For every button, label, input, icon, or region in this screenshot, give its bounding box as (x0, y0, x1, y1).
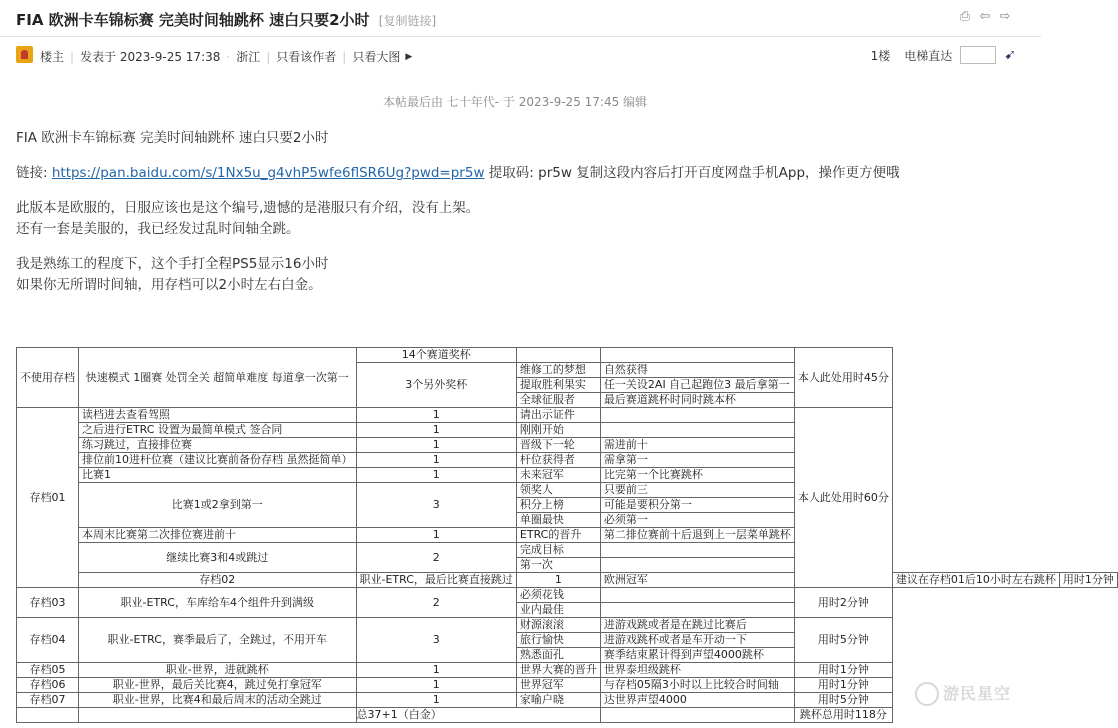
table-cell: 只要前三 (600, 483, 794, 498)
site-watermark (915, 681, 1011, 707)
table-cell: 家喻户晓 (516, 693, 600, 708)
table-cell: 存档05 (17, 663, 79, 678)
only-images-link[interactable]: 只看大图 (352, 50, 401, 64)
table-cell: 必须第一 (600, 513, 794, 528)
table-cell (600, 423, 794, 438)
table-cell: 业内最佳 (516, 603, 600, 618)
table-cell: 职业-ETRC，最后比赛直接跳过 (356, 573, 516, 588)
table-cell: 3个另外奖杯 (356, 363, 516, 408)
table-row (17, 543, 1118, 558)
goto-floor-input[interactable] (960, 46, 996, 64)
table-cell: 用时1分钟 (794, 678, 892, 693)
table-cell: 维修工的梦想 (516, 363, 600, 378)
table-cell: 排位前10进杆位赛（建议比赛前备份存档 虽然挺简单） (79, 453, 357, 468)
table-row (17, 453, 1118, 468)
table-cell: 旅行愉快 (516, 633, 600, 648)
divider: | (70, 49, 75, 64)
only-author-link[interactable]: 只看该作者 (276, 50, 337, 64)
table-cell: 1 (516, 573, 600, 588)
table-cell: 比赛1或2拿到第一 (79, 483, 357, 528)
next-thread-icon[interactable]: ⇨ (999, 9, 1011, 24)
table-cell: 1 (356, 468, 516, 483)
table-cell: 单圈最快 (516, 513, 600, 528)
table-cell: 存档03 (17, 588, 79, 618)
table-cell: 1 (356, 693, 516, 708)
table-cell: 比赛1 (79, 468, 357, 483)
table-row (17, 588, 1118, 603)
table-cell: 可能是要积分第一 (600, 498, 794, 513)
thread-title-bar (0, 0, 1041, 37)
post-line: 如果你无所谓时间轴，用存档可以2小时左右白金。 (16, 277, 322, 293)
table-cell: 总37+1（白金） (356, 708, 600, 723)
post-location: 浙江 (236, 50, 261, 64)
thread-title (16, 9, 436, 30)
table-cell: 1 (356, 453, 516, 468)
table-cell (600, 408, 794, 423)
table-cell: 快速模式 1圈赛 处罚全关 超简单难度 每道拿一次第一 (79, 348, 357, 408)
table-cell: 达世界声望4000 (600, 693, 794, 708)
table-row (17, 663, 1118, 678)
table-cell (600, 558, 794, 573)
table-cell: 必须花钱 (516, 588, 600, 603)
table-cell: 1 (356, 408, 516, 423)
table-cell: 1 (356, 438, 516, 453)
table-cell: 读档进去查看驾照 (79, 408, 357, 423)
table-cell: 职业-世界，比赛4和最后周末的活动全跳过 (79, 693, 357, 708)
table-row (17, 348, 1118, 363)
table-cell (79, 708, 357, 723)
print-icon[interactable]: ⎙ (959, 9, 971, 24)
table-cell: 第一次 (516, 558, 600, 573)
table-cell: 晋级下一轮 (516, 438, 600, 453)
table-cell: 全球征服者 (516, 393, 600, 408)
table-row (17, 408, 1118, 423)
watermark-text: 游民星空 (942, 683, 1011, 703)
table-cell (17, 708, 79, 723)
trophy-guide-table (16, 347, 1118, 723)
author-role: 楼主 (40, 50, 65, 64)
post-time: 发表于 2023-9-25 17:38 (80, 50, 221, 64)
goto-label: 电梯直达 (904, 48, 953, 63)
go-arrow-icon[interactable]: ➹ (1004, 47, 1016, 63)
thread-title-text: FIA 欧洲卡车锦标赛 完美时间轴跳杯 速白只要2小时 (16, 11, 370, 29)
table-row (17, 423, 1118, 438)
table-cell: 本人此处用时45分 (794, 348, 892, 408)
table-cell: 职业-世界，进就跳杯 (79, 663, 357, 678)
link-label: 链接: (16, 165, 52, 181)
table-cell (516, 348, 600, 363)
edit-note: 本帖最后由 七十年代- 于 2023-9-25 17:45 编辑 (382, 95, 648, 109)
table-cell (600, 588, 794, 603)
table-cell: 3 (356, 618, 516, 663)
post-info-bar (16, 44, 1016, 68)
table-row (17, 438, 1118, 453)
table-cell: 任一关设2AI 自己起跑位3 最后拿第一 (600, 378, 794, 393)
table-cell: 完成目标 (516, 543, 600, 558)
table-cell: 存档01 (17, 408, 79, 588)
floor-nav (871, 46, 1016, 64)
table-cell: 与存档05隔3小时以上比较合时间轴 (600, 678, 794, 693)
table-cell: 用时5分钟 (794, 618, 892, 663)
table-cell: 存档02 (79, 573, 357, 588)
table-cell: 刚刚开始 (516, 423, 600, 438)
table-cell: 之后进行ETRC 设置为最简单模式 签合同 (79, 423, 357, 438)
table-cell: 练习跳过，直接排位赛 (79, 438, 357, 453)
table-cell: 积分上榜 (516, 498, 600, 513)
table-cell: 用时1分钟 (794, 663, 892, 678)
table-row (17, 468, 1118, 483)
table-cell (600, 543, 794, 558)
table-cell: 需进前十 (600, 438, 794, 453)
table-cell: 自然获得 (600, 363, 794, 378)
table-cell: 提取胜利果实 (516, 378, 600, 393)
author-avatar-icon[interactable] (16, 46, 33, 63)
table-cell: 用时5分钟 (794, 693, 892, 708)
post-line: 此版本是欧服的，日服应该也是这个编号,遗憾的是港服只有介绍，没有上架。 (16, 200, 480, 216)
post-line: 我是熟练工的程度下，这个手打全程PS5显示16小时 (16, 256, 329, 272)
table-cell: 继续比赛3和4或跳过 (79, 543, 357, 573)
table-cell (600, 603, 794, 618)
table-cell: 世界大赛的晋升 (516, 663, 600, 678)
table-row (17, 528, 1118, 543)
table-cell: 进游戏跳杯或者是车开动一下 (600, 633, 794, 648)
table-row (17, 708, 1118, 723)
table-cell: 欧洲冠军 (600, 573, 794, 588)
table-cell: 比完第一个比赛跳杯 (600, 468, 794, 483)
copy-link[interactable]: [复制链接] (378, 14, 437, 28)
table-cell: 不使用存档 (17, 348, 79, 408)
table-cell: 3 (356, 483, 516, 528)
floor-number: 1楼 (870, 48, 891, 63)
divider: · (226, 49, 231, 64)
watermark-logo-icon (915, 682, 939, 706)
table-cell: 1 (356, 678, 516, 693)
post-body (16, 128, 1016, 296)
table-cell: 1 (356, 423, 516, 438)
table-cell: 世界泰坦级跳杯 (600, 663, 794, 678)
table-cell: 14个赛道奖杯 (356, 348, 516, 363)
divider: | (342, 49, 347, 64)
prev-thread-icon[interactable]: ⇦ (979, 9, 991, 24)
table-cell: ETRC的晋升 (516, 528, 600, 543)
table-cell: 财源滚滚 (516, 618, 600, 633)
table-row (17, 483, 1118, 498)
table-cell (600, 348, 794, 363)
post-line: FIA 欧洲卡车锦标赛 完美时间轴跳杯 速白只要2小时 (16, 130, 329, 146)
table-cell: 最后赛道跳杯时同时跳本杯 (600, 393, 794, 408)
table-cell (600, 708, 794, 723)
table-cell: 2 (356, 588, 516, 618)
table-cell: 存档04 (17, 618, 79, 663)
table-cell: 本周末比赛第二次排位赛进前十 (79, 528, 357, 543)
table-cell: 本人此处用时60分 (794, 408, 892, 588)
table-cell: 2 (356, 543, 516, 573)
post-line: 还有一套是美服的，我已经发过乱时间轴全跳。 (16, 221, 300, 237)
table-cell: 存档07 (17, 693, 79, 708)
table-cell: 存档06 (17, 678, 79, 693)
table-cell: 熟悉面孔 (516, 648, 600, 663)
chevron-right-icon: ▶ (405, 51, 413, 62)
table-cell: 请出示证件 (516, 408, 600, 423)
post-link-line (16, 163, 1016, 184)
table-cell: 职业-世界，最后关比赛4，跳过免打拿冠军 (79, 678, 357, 693)
table-cell: 进游戏跳或者是在跳过比赛后 (600, 618, 794, 633)
table-cell: 1 (356, 528, 516, 543)
divider: | (266, 49, 271, 64)
table-cell: 跳杯总用时118分 (794, 708, 892, 723)
table-cell: 需拿第一 (600, 453, 794, 468)
baidu-pan-link[interactable]: https://pan.baidu.com/s/1Nx5u_g4vhP5wfe6flSR6Ug?pwd=pr5w (51, 165, 485, 181)
table-cell: 职业-ETRC，赛季最后了，全跳过，不用开车 (79, 618, 357, 663)
table-row (17, 573, 1118, 588)
table-cell: 1 (356, 663, 516, 678)
link-tail: 提取码: pr5w 复制这段内容后打开百度网盘手机App，操作更方便哦 (484, 165, 900, 181)
table-cell: 职业-ETRC，车库给车4个组件升到满级 (79, 588, 357, 618)
table-cell: 建议在存档01后10小时左右跳杯 (892, 573, 1059, 588)
table-cell: 领奖人 (516, 483, 600, 498)
table-cell: 杆位获得者 (516, 453, 600, 468)
table-row (17, 618, 1118, 633)
table-cell: 世界冠军 (516, 678, 600, 693)
table-cell: 赛季结束累计得到声望4000跳杯 (600, 648, 794, 663)
table-cell: 第二排位赛前十后退到上一层菜单跳杯 (600, 528, 794, 543)
title-icons (957, 9, 1013, 25)
table-cell: 用时2分钟 (794, 588, 892, 618)
table-cell: 未来冠军 (516, 468, 600, 483)
table-cell: 用时1分钟 (1059, 573, 1117, 588)
